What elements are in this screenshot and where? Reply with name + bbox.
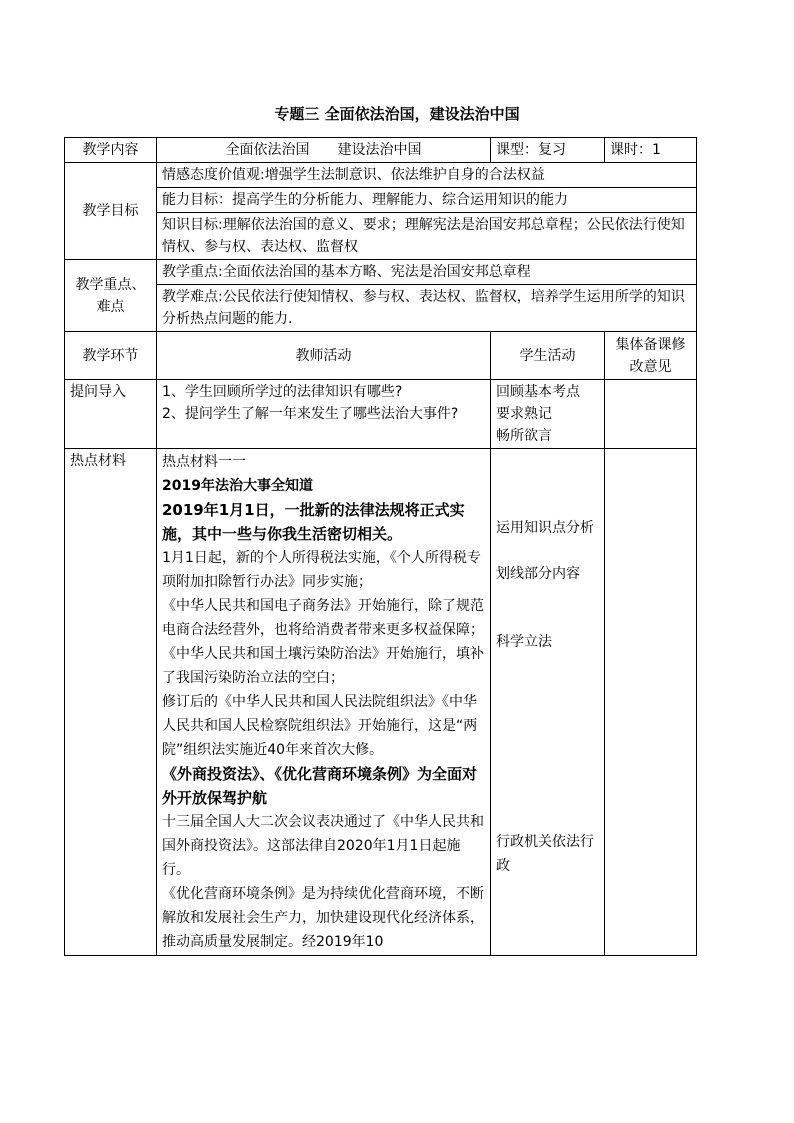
teaching-content-label: 教学内容	[65, 138, 157, 163]
lesson-periods: 课时：1	[605, 138, 697, 163]
intro-student-3: 畅所欲言	[496, 428, 552, 444]
teaching-content-value: 全面依法治国 建设法治中国	[157, 138, 491, 163]
objective-emotion: 情感态度价值观:增强学生法制意识、依法维护自身的合法权益	[157, 163, 697, 188]
intro-teacher	[157, 380, 491, 449]
table-row	[65, 213, 697, 260]
intro-student-1: 回顾基本考点	[496, 384, 580, 400]
intro-stage: 提问导入	[65, 380, 157, 449]
hot-p3: 2019年1月1日，一批新的法律法规将正式实施，其中一些与你我生活密切相关。	[162, 501, 465, 543]
intro-student	[491, 380, 605, 449]
table-row	[65, 138, 697, 163]
table-header-row	[65, 332, 697, 380]
objective-knowledge: 知识目标:理解依法治国的意义、要求；理解宪法是治国安邦总章程；公民依法行使知情权、参与权、表达权、监督权	[157, 213, 697, 260]
table-row	[65, 163, 697, 188]
table-row	[65, 260, 697, 285]
hot-p2: 2019年法治大事全知道	[162, 478, 313, 494]
hot-student-3: 科学立法	[496, 634, 552, 650]
hot-p5: 《中华人民共和国电子商务法》开始施行，除了规范电商合法经营外，也将给消费者带来更多权益保障；	[162, 598, 484, 638]
intro-question-2: 2、提问学生了解一年来发生了哪些法治大事件?	[162, 406, 459, 422]
intro-revision	[605, 380, 697, 449]
page-title: 专题三 全面依法治国，建设法治中国	[274, 105, 520, 123]
hot-p1: 热点材料一一	[162, 454, 246, 470]
hot-student-4: 行政机关依法行政	[496, 834, 594, 874]
hot-teacher	[157, 449, 491, 956]
hot-p7: 修订后的《中华人民共和国人民法院组织法》《中华人民共和国人民检察院组织法》开始施行，这是“两院”组织法实施近40年来首次大修。	[162, 694, 478, 758]
hot-stage: 热点材料	[65, 449, 157, 956]
table-row	[65, 285, 697, 332]
table-row	[65, 449, 697, 956]
header-teacher: 教师活动	[157, 332, 491, 380]
objectives-label: 教学目标	[65, 163, 157, 260]
hot-student-1: 运用知识点分析	[496, 520, 594, 536]
header-stage: 教学环节	[65, 332, 157, 380]
hot-student	[491, 449, 605, 956]
objective-ability: 能力目标：提高学生的分析能力、理解能力、综合运用知识的能力	[157, 188, 697, 213]
difficult-point: 教学难点:公民依法行使知情权、参与权、表达权、监督权，培养学生运用所学的知识分析热点问题的能力.	[157, 285, 697, 332]
hot-student-2: 划线部分内容	[496, 566, 580, 582]
hot-p4: 1月1日起，新的个人所得税法实施，《个人所得税专项附加扣除暂行办法》同步实施；	[162, 550, 481, 590]
intro-question-1: 1、学生回顾所学过的法律知识有哪些?	[162, 384, 403, 400]
hot-p6: 《中华人民共和国土壤污染防治法》开始施行，填补了我国污染防治立法的空白；	[162, 646, 484, 686]
key-point: 教学重点:全面依法治国的基本方略、宪法是治国安邦总章程	[157, 260, 697, 285]
header-student: 学生活动	[491, 332, 605, 380]
hot-p10: 《优化营商环境条例》是为持续优化营商环境，不断解放和发展社会生产力，加快建设现代化经济体系，推动高质量发展制定。经2019年10	[162, 886, 484, 950]
lesson-plan-table	[64, 137, 697, 956]
hot-revision	[605, 449, 697, 956]
table-row	[65, 380, 697, 449]
hot-p9: 十三届全国人大二次会议表决通过了《中华人民共和国外商投资法》。这部法律自2020年1月1日起施行。	[162, 814, 484, 878]
intro-student-2: 要求熟记	[496, 406, 552, 422]
keypoints-label: 教学重点、难点	[65, 260, 157, 332]
header-revision: 集体备课修改意见	[605, 332, 697, 380]
hot-p8: 《外商投资法》、《优化营商环境条例》为全面对外开放保驾护航	[162, 765, 478, 807]
lesson-type: 课型：复习	[491, 138, 605, 163]
table-row	[65, 188, 697, 213]
